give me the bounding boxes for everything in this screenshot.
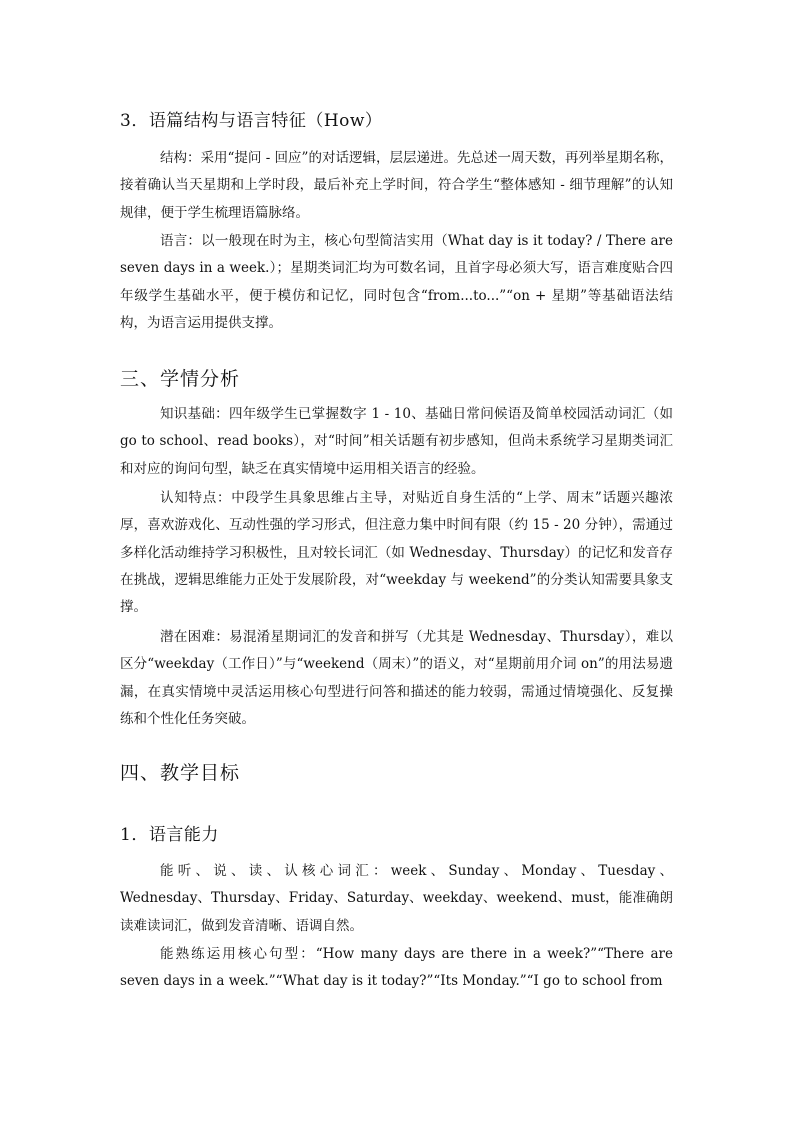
section-heading-teaching-objectives: 四、教学目标 bbox=[120, 762, 241, 784]
paragraph-knowledge-base: 知识基础：四年级学生已掌握数字 1 - 10、基础日常问候语及简单校园活动词汇（如 go to school、read books），对“时间”相关话题有初步感知，但尚未系统学习星期类词汇和对应的询问句型，缺乏在真实情境中运用相关语言的经验。 bbox=[120, 406, 673, 477]
section-heading-discourse-structure: 3．语篇结构与语言特征（How） bbox=[120, 111, 383, 131]
paragraph-cognitive-features: 认知特点：中段学生具象思维占主导，对贴近自身生活的“上学、周末”话题兴趣浓厚，喜欢游戏化、互动性强的学习形式，但注意力集中时间有限（约 15 - 20 分钟），需通过多样化活动维持学习积极性，且对较长词汇（如 Wednesday、Thursday）的记忆和发音存在挑战，逻辑思维能力正处于发展阶段，对“weekday 与 weekend”的分类认知需要具象支撑。 bbox=[120, 490, 673, 616]
paragraph-structure: 结构：采用“提问 - 回应”的对话逻辑，层层递进。先总述一周天数，再列举星期名称，接着确认当天星期和上学时段，最后补充上学时间，符合学生“整体感知 - 细节理解”的认知规律，便于学生梳理语篇脉络。 bbox=[120, 150, 673, 221]
paragraph-language: 语言：以一般现在时为主，核心句型简洁实用（What day is it today? / There are seven days in a week.）；星期类词汇均为可数名词，且首字母必须大写，语言难度贴合四年级学生基础水平，便于模仿和记忆，同时包含“from...to...”“on + 星期”等基础语法结构，为语言运用提供支撑。 bbox=[120, 233, 673, 331]
section-heading-language-ability: 1．语言能力 bbox=[120, 825, 219, 845]
section-heading-learner-analysis: 三、学情分析 bbox=[120, 368, 241, 390]
paragraph-potential-difficulties: 潜在困难：易混淆星期词汇的发音和拼写（尤其是 Wednesday、Thursday），难以区分“weekday（工作日）”与“weekend（周末）”的语义，对“星期前用介词 on”的用法易遗漏，在真实情境中灵活运用核心句型进行问答和描述的能力较弱，需通过情境强化、反复操练和个性化任务突破。 bbox=[120, 629, 673, 727]
paragraph-core-vocabulary: 能听、说、读、认核心词汇：week、Sunday、Monday、Tuesday、Wednesday、Thursday、Friday、Saturday、weekday、weekend、must，能准确朗读难读词汇，做到发音清晰、语调自然。 bbox=[120, 863, 673, 934]
paragraph-core-sentence-patterns: 能熟练运用核心句型：“How many days are there in a week?”“There are seven days in a week.”“What day is it today?”“Its Monday.”“I go to school from bbox=[120, 946, 673, 990]
